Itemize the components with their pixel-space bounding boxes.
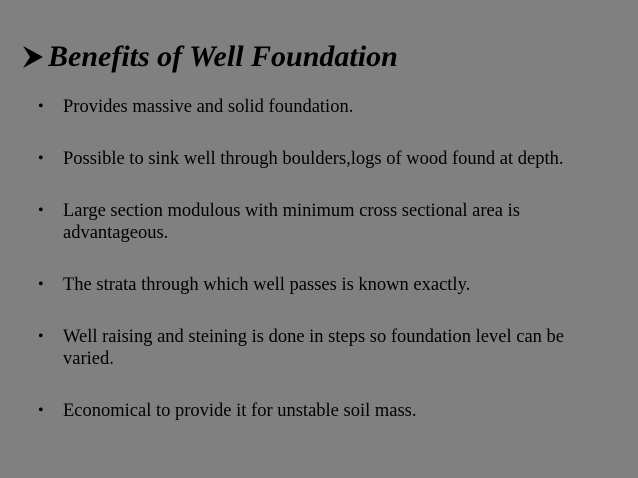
bullet-item — [38, 274, 608, 296]
bullet-dot-icon: • — [38, 150, 44, 167]
bullet-dot-icon: • — [38, 202, 44, 219]
bullet-dot-icon: • — [38, 328, 44, 345]
bullet-text: Large section modulous with minimum cross sectional area is advantageous. — [63, 201, 520, 243]
bullet-item — [38, 400, 608, 422]
bullet-text: Economical to provide it for unstable soil mass. — [63, 401, 417, 421]
bullet-dot-icon: • — [38, 402, 44, 419]
bullet-text: Provides massive and solid foundation. — [63, 97, 354, 117]
slide-title: Benefits of Well Foundation — [48, 40, 398, 73]
bullet-text: Well raising and steining is done in steps so foundation level can be varied. — [63, 327, 564, 369]
bullet-list — [38, 96, 608, 452]
bullet-item — [38, 96, 608, 118]
bullet-dot-icon: • — [38, 98, 44, 115]
bullet-text: Possible to sink well through boulders,logs of wood found at depth. — [63, 149, 564, 169]
bullet-item — [38, 200, 608, 244]
bullet-item — [38, 148, 608, 170]
bullet-item — [38, 326, 608, 370]
arrowhead-bullet-icon — [20, 40, 46, 74]
bullet-dot-icon: • — [38, 276, 44, 293]
bullet-text: The strata through which well passes is known exactly. — [63, 275, 471, 295]
slide-title-row — [20, 40, 398, 74]
